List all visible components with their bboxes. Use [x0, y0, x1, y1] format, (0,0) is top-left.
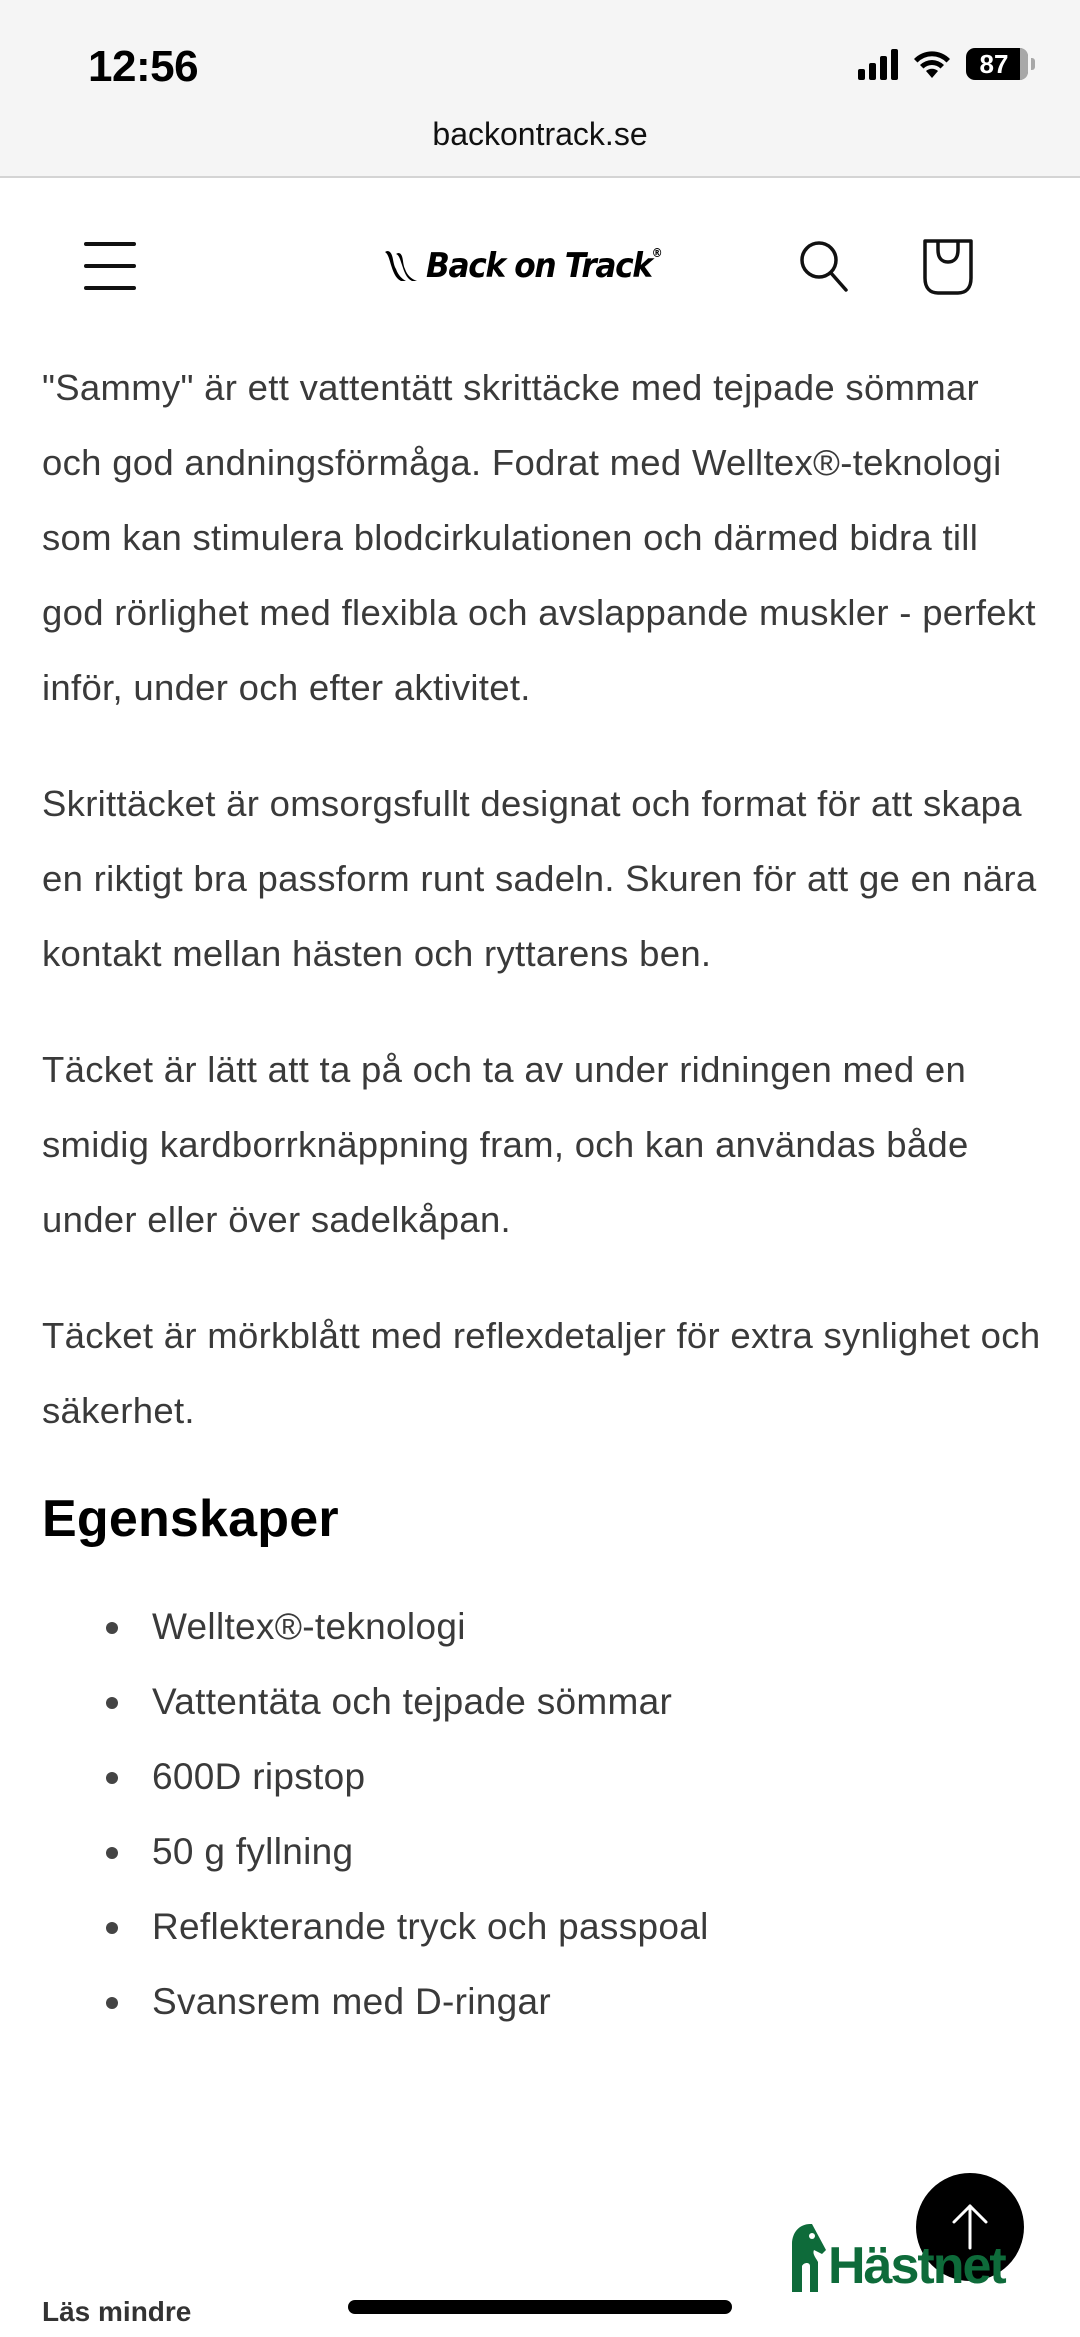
read-less-link[interactable]: Läs mindre: [42, 2296, 192, 2327]
site-header: [0, 180, 1080, 350]
feature-item: Reflekterande tryck och passpoal: [106, 1889, 1042, 1964]
browser-chrome: [0, 0, 1080, 178]
status-time: 12:56: [88, 42, 199, 91]
feature-item: Vattentäta och tejpade sömmar: [106, 1664, 1042, 1739]
battery-percent: 87: [979, 48, 1009, 79]
features-list: [42, 1589, 1042, 2039]
feature-item: Welltex®-teknologi: [106, 1589, 1042, 1664]
menu-icon-line: [84, 286, 136, 290]
description-paragraph: "Sammy" är ett vattentätt skrittäcke med tejpade sömmar och god andningsförmåga. Fodrat med Welltex®-teknologi som kan stimulera blodcirkulationen och därmed bidra till god rörlighet med flexibla och avslappande muskler - perfekt inför, under och efter aktivitet.: [42, 367, 1036, 708]
battery-icon: [966, 48, 1028, 80]
hastnet-badge[interactable]: [790, 2222, 1005, 2295]
logo-wave-icon: [384, 249, 420, 283]
menu-icon-line: [84, 264, 136, 268]
description-paragraph: Täcket är lätt att ta på och ta av under ridningen med en smidig kardborrknäppning fram, och kan användas både under eller över sadelkåpan.: [42, 1049, 969, 1240]
menu-icon-line: [84, 242, 136, 246]
brand-logo[interactable]: [384, 246, 682, 286]
home-indicator[interactable]: [348, 2300, 732, 2314]
description-paragraph: Täcket är mörkblått med reflexdetaljer för extra synlighet och säkerhet.: [42, 1315, 1041, 1431]
cart-icon[interactable]: [920, 238, 976, 296]
wifi-icon: [912, 48, 952, 80]
url-bar[interactable]: backontrack.se: [432, 116, 648, 152]
product-description: [42, 350, 1042, 2039]
horse-head-icon: [790, 2222, 828, 2292]
features-heading: Egenskaper: [42, 1490, 339, 1548]
feature-item: 50 g fyllning: [106, 1814, 1042, 1889]
brand-name: Back on Track®: [426, 246, 662, 286]
hastnet-label: Hästnet: [828, 2237, 1005, 2295]
feature-item: 600D ripstop: [106, 1739, 1042, 1814]
signal-icon: [858, 48, 898, 80]
feature-item: Svansrem med D-ringar: [106, 1964, 1042, 2039]
status-icons: [858, 48, 1028, 80]
menu-button[interactable]: [84, 242, 136, 290]
search-icon[interactable]: [796, 238, 852, 294]
description-paragraph: Skrittäcket är omsorgsfullt designat och format för att skapa en riktigt bra passform runt sadeln. Skuren för att ge en nära kontakt mellan hästen och ryttarens ben.: [42, 783, 1037, 974]
